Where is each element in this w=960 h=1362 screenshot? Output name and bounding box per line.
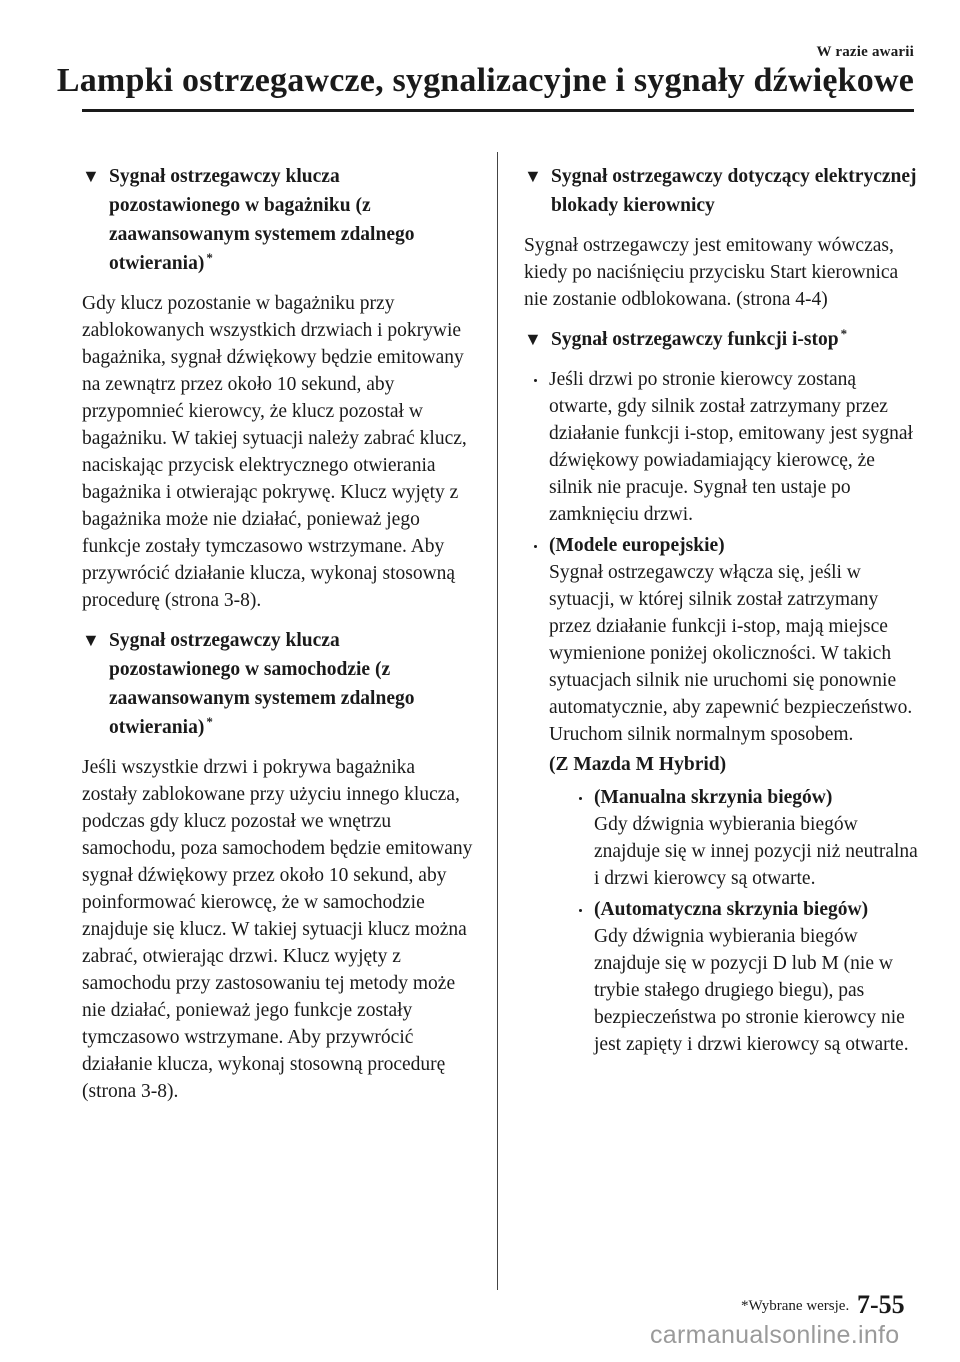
section-label: W razie awarii xyxy=(816,44,914,60)
section-heading xyxy=(82,626,474,742)
paragraph: Sygnał ostrzegawczy jest emitowany wówczas, kiedy po naciśnięciu przycisku Start kierownica nie zostanie odblokowana. (strona 4-4) xyxy=(524,235,899,310)
list-item xyxy=(569,896,919,1058)
bullet-dot-icon xyxy=(534,545,537,548)
page-number: 7-55 xyxy=(857,1290,905,1319)
section-heading xyxy=(82,162,474,278)
column-divider xyxy=(497,152,498,1290)
triangle-down-icon: ▼ xyxy=(524,166,542,186)
heading-text: Sygnał ostrzegawczy klucza pozostawionego w samochodzie (z zaawansowanym systemem zdalnego otwierania) xyxy=(109,630,415,738)
paragraph: Jeśli wszystkie drzwi i pokrywa bagażnika zostały zablokowane przy użyciu innego klucza, podczas gdy klucz pozostał we wnętrzu samochodu, poza samochodem będzie emitowany sygnał dźwiękowy przez około 10 sekund, aby poinformować kierowcę, że w samochodzie znajduje się klucz. W takiej sytuacji klucz można zabrać, otwierając drzwi. Klucz wyjęty z samochodu przy zastosowaniu tej metody może nie działać, ponieważ jego funkcje zostały tymczasowo wstrzymane. Aby przywrócić działanie klucza, wykonaj stosowną procedurę (strona 3-8). xyxy=(82,757,473,1102)
sub-list xyxy=(569,784,919,1058)
list-item-text: Gdy dźwignia wybierania biegów znajduje się w innej pozycji niż neutralna i drzwi kierowcy są otwarte. xyxy=(594,814,918,889)
right-column xyxy=(524,162,919,1062)
heading-text: Sygnał ostrzegawczy dotyczący elektrycznej blokady kierownicy xyxy=(551,166,917,216)
optional-marker: * xyxy=(840,325,848,341)
section-heading xyxy=(524,162,919,220)
footnote: *Wybrane wersje. xyxy=(741,1298,850,1314)
page-title: Lampki ostrzegawcze, sygnalizacyjne i sygnały dźwiękowe xyxy=(56,62,914,99)
section-steering-lock xyxy=(524,162,919,313)
paragraph: Gdy klucz pozostanie w bagażniku przy zablokowanych wszystkich drzwiach i pokrywie bagażnika, sygnał dźwiękowy będzie emitowany na zewnątrz przez około 10 sekund, aby przypomnieć kierowcy, że klucz pozostał w bagażniku. W takiej sytuacji należy zabrać klucz, naciskając przycisk elektrycznego otwierania bagażnika i otwierając pokrywę. Klucz wyjęty z bagażnika może nie działać, ponieważ jego funkcje zostały tymczasowo wstrzymane. Aby przywrócić działanie klucza, wykonaj stosowną procedurę (strona 3-8). xyxy=(82,293,467,611)
section-istop xyxy=(524,325,919,1058)
list-item-title: (Modele europejskie) xyxy=(549,535,725,556)
sub-heading: (Z Mazda M Hybrid) xyxy=(549,754,727,775)
heading-text: Sygnał ostrzegawczy funkcji i-stop xyxy=(551,329,839,350)
bullet-dot-icon xyxy=(534,379,537,382)
optional-marker: * xyxy=(206,713,213,729)
bullet-dot-icon xyxy=(579,909,582,912)
watermark: carmanualsonline.info xyxy=(650,1321,900,1349)
heading-text: Sygnał ostrzegawczy klucza pozostawionego w bagażniku (z zaawansowanym systemem zdalnego otwierania) xyxy=(109,166,415,274)
triangle-down-icon: ▼ xyxy=(82,166,100,186)
optional-marker: * xyxy=(206,249,213,265)
section-key-in-trunk xyxy=(82,162,474,614)
list-item-title: (Manualna skrzynia biegów) xyxy=(594,787,833,808)
left-column xyxy=(82,162,474,1117)
section-key-in-vehicle xyxy=(82,626,474,1105)
list-item xyxy=(569,784,919,892)
list-item-text: Jeśli drzwi po stronie kierowcy zostaną otwarte, gdy silnik został zatrzymany przez działanie funkcji i-stop, emitowany jest sygnał dźwiękowy powiadamiający kierowcę, że silnik nie pracuje. Sygnał ten ustaje po zamknięciu drzwi. xyxy=(549,369,913,525)
bullet-dot-icon xyxy=(579,797,582,800)
list-item-text: Gdy dźwignia wybierania biegów znajduje się w pozycji D lub M (nie w trybie stałego drugiego biegu), pas bezpieczeństwa po stronie kierowcy nie jest zapięty i drzwi kierowcy są otwarte. xyxy=(594,926,909,1055)
list-item-title: (Automatyczna skrzynia biegów) xyxy=(594,899,869,920)
list-item xyxy=(524,366,919,528)
section-heading xyxy=(524,325,919,354)
list-item xyxy=(524,532,919,1058)
triangle-down-icon: ▼ xyxy=(524,329,542,349)
list-item-text: Sygnał ostrzegawczy włącza się, jeśli w sytuacji, w której silnik został zatrzymany przez działanie funkcji i-stop, mają miejsce wymienione poniżej okoliczności. W takich sytuacjach silnik nie uruchomi się ponownie automatycznie, aby zapewnić bezpieczeństwo. Uruchom silnik normalnym sposobem. xyxy=(549,562,913,745)
triangle-down-icon: ▼ xyxy=(82,630,100,650)
header-rule xyxy=(82,109,914,112)
